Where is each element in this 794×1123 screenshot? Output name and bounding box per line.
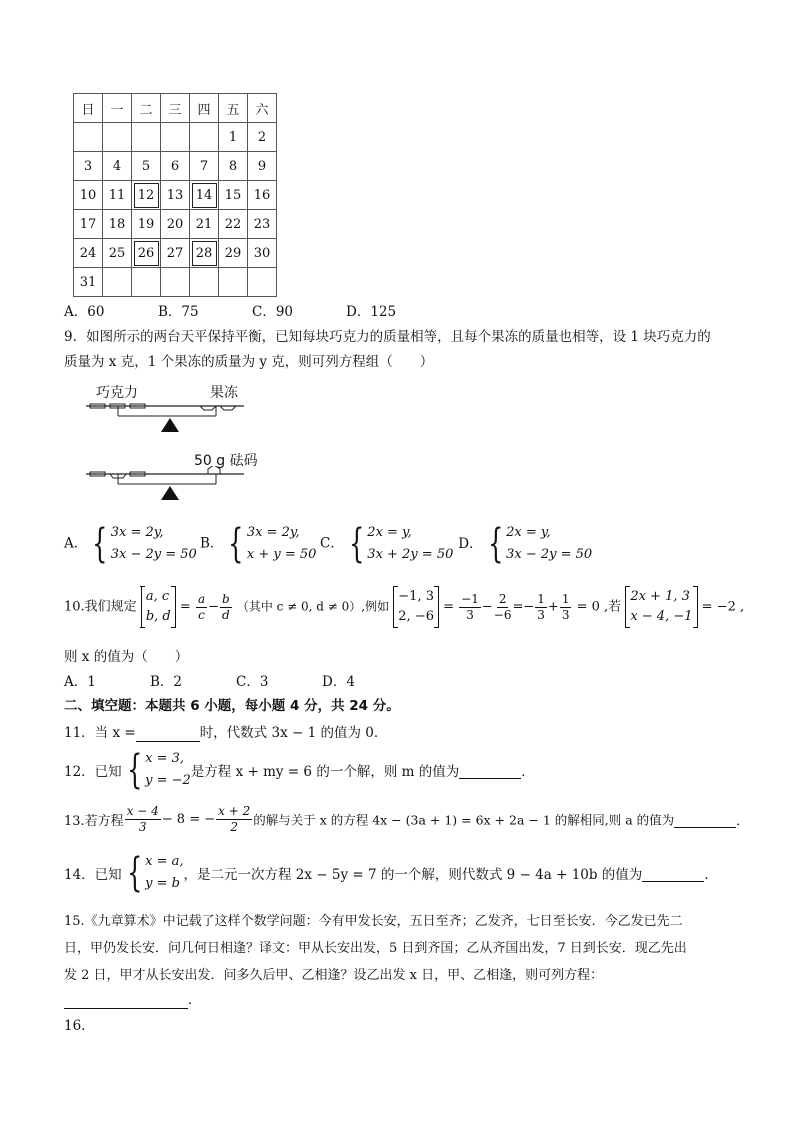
q10-def-matrix-row1: a, c	[145, 589, 170, 604]
q10-example-row2: 2, −6	[398, 609, 434, 624]
q11-pre: 11．当 x =	[64, 725, 136, 741]
balance2-illustration	[80, 466, 260, 506]
calendar-day-cell: 3	[74, 152, 103, 181]
q9-option-c-label: C．	[320, 535, 344, 552]
q12-end: ．	[521, 764, 535, 780]
q11	[64, 721, 387, 742]
q9-option-d-eq2: 3x − 2y = 50	[506, 547, 593, 562]
q10-ex-frac3	[535, 592, 547, 623]
calendar-day-cell: 18	[103, 210, 132, 239]
q9-option-a-eq2: 3x − 2y = 50	[110, 547, 197, 562]
q10-line2: 则 x 的值为（ ）	[64, 649, 189, 665]
q10-ex-frac1-den: 3	[466, 607, 474, 622]
calendar-day-cell: 12	[132, 181, 161, 210]
q9-option-d-eq1: 2x = y,	[506, 525, 551, 540]
q10-ex-frac4-den: 3	[561, 607, 570, 622]
q11-post: 时，代数式 3x − 1 的值为 0．	[199, 725, 388, 741]
calendar-day-cell: 11	[103, 181, 132, 210]
balance2-label-weight: 50 g 砝码	[194, 453, 258, 469]
calendar-day-cell: 7	[190, 152, 219, 181]
calendar-day-cell: 26	[132, 239, 161, 268]
calendar-week-row	[74, 268, 277, 297]
balance1-label-jelly: 果冻	[210, 385, 238, 401]
calendar-day-cell	[190, 268, 219, 297]
q13-pre: 13.若方程	[64, 814, 124, 829]
q9-option-a[interactable]: A． { 3x = 2y, 3x − 2y = 50	[64, 521, 197, 567]
q8-options	[64, 300, 396, 320]
q14-eq1: x = a,	[145, 854, 184, 869]
q12-pre: 12．已知	[64, 764, 122, 780]
q13-frac1-num: x − 4	[126, 804, 159, 818]
calendar-day-cell: 20	[161, 210, 190, 239]
q10-question-row1: 2x + 1, 3	[630, 589, 690, 604]
q10-example-matrix	[393, 586, 439, 628]
balance1-illustration	[80, 398, 260, 438]
q15-line1: 15.《九章算术》中记载了这样个数学问题：今有甲发长安，五日至齐；乙发齐，七日至长安．今乙发已先二	[64, 914, 683, 929]
calendar-day-cell	[74, 123, 103, 152]
q10-frac-c: c	[198, 607, 205, 622]
q15-line3: 发 2 日，甲才从长安出发．问多久后甲、乙相逢？设乙出发 x 日，甲、乙相逢，则可列方程：	[64, 968, 604, 983]
q13-answer-blank[interactable]	[674, 812, 736, 828]
calendar-week-row	[74, 152, 277, 181]
calendar-day-cell: 31	[74, 268, 103, 297]
calendar-week-row	[74, 123, 277, 152]
calendar-day-cell: 6	[161, 152, 190, 181]
calendar-day-cell	[132, 123, 161, 152]
q13-frac2-den: 2	[230, 820, 238, 834]
calendar-day-cell	[103, 123, 132, 152]
calendar-day-cell: 2	[248, 123, 277, 152]
q13-end: ．	[736, 814, 750, 829]
q10-frac-a: a	[197, 591, 206, 606]
calendar-weekday-header: 一	[103, 94, 132, 123]
q10-option-a[interactable]: A．1	[64, 674, 96, 690]
calendar-day-cell: 21	[190, 210, 219, 239]
calendar-weekday-header: 五	[219, 94, 248, 123]
calendar-day-cell	[161, 268, 190, 297]
calendar-day-cell	[103, 268, 132, 297]
q13	[64, 804, 749, 835]
calendar-body	[74, 123, 277, 297]
q10-condition: （其中 c ≠ 0, d ≠ 0）,例如	[236, 599, 390, 614]
q10-option-d[interactable]: D．4	[322, 674, 355, 690]
q9-option-a-eq1: 3x = 2y,	[110, 525, 164, 540]
q10-options	[64, 670, 355, 690]
q14-pre: 14．已知	[64, 867, 122, 883]
q10-def-matrix	[141, 586, 176, 628]
section2-heading: 二、填空题：本题共 6 小题，每小题 4 分，共 24 分。	[64, 698, 400, 714]
calendar-week-row	[74, 181, 277, 210]
q8-option-d[interactable]: D．125	[346, 304, 397, 320]
q8-option-c[interactable]: C．90	[252, 304, 294, 320]
q12-answer-blank[interactable]	[459, 762, 521, 779]
q9-option-c-eq1: 2x = y,	[367, 525, 412, 540]
calendar-day-cell: 23	[248, 210, 277, 239]
calendar-day-cell: 13	[161, 181, 190, 210]
calendar-day-cell	[248, 268, 277, 297]
q10-ex-frac3-num: 1	[537, 591, 545, 606]
q10-ex-frac3-den: 3	[537, 607, 545, 622]
q10-ex-minus: −	[481, 599, 493, 615]
calendar-header-row	[74, 94, 277, 123]
q9-option-b-label: B．	[200, 535, 224, 552]
calendar-day-cell	[219, 268, 248, 297]
calendar-weekday-header: 四	[190, 94, 219, 123]
q11-answer-blank[interactable]	[136, 725, 200, 742]
calendar-table	[73, 93, 277, 297]
calendar-day-cell: 30	[248, 239, 277, 268]
calendar-day-cell: 8	[219, 152, 248, 181]
calendar-weekday-header: 二	[132, 94, 161, 123]
q10-example-equals: =	[443, 599, 455, 615]
q10-ex-frac2-num: 2	[498, 591, 507, 606]
q10-ex-frac2	[494, 592, 512, 623]
calendar-day-cell: 9	[248, 152, 277, 181]
calendar-day-cell: 27	[161, 239, 190, 268]
q10-frac-a-c	[196, 592, 207, 623]
calendar-weekday-header: 日	[74, 94, 103, 123]
q9-text-line2: 质量为 x 克，1 个果冻的质量为 y 克，则可列方程组（ ）	[64, 354, 434, 370]
calendar-day-cell: 28	[190, 239, 219, 268]
q13-frac2	[216, 804, 252, 835]
q10-example-tail: = 0 ,若	[576, 599, 622, 615]
q15-end: ．	[188, 992, 202, 1008]
calendar-day-cell: 4	[103, 152, 132, 181]
q13-post: 的解与关于 x 的方程 4x − (3a + 1) = 6x + 2a − 1 的解相同,则 a 的值为	[253, 812, 675, 828]
calendar-day-cell: 15	[219, 181, 248, 210]
calendar-day-cell: 14	[190, 181, 219, 210]
q9-option-c[interactable]: C． { 2x = y, 3x + 2y = 50	[320, 521, 454, 567]
q10-ex-frac2-den: −6	[493, 607, 512, 622]
q13-frac1-den: 3	[138, 820, 147, 834]
q13-mid: − 8 = −	[161, 812, 216, 827]
q9-option-d[interactable]: D． { 2x = y, 3x − 2y = 50	[458, 521, 593, 567]
q14-post: ，是二元一次方程 2x − 5y = 7 的一个解，则代数式 9 − 4a + 10b 的值为	[183, 867, 643, 883]
calendar-weekday-header: 六	[248, 94, 277, 123]
q10-example-row1: −1, 3	[398, 589, 434, 604]
q10-option-b[interactable]: B．2	[150, 674, 183, 690]
q16-label: 16．	[64, 1018, 95, 1034]
q9-option-a-label: A．	[64, 535, 88, 552]
calendar-day-cell	[161, 123, 190, 152]
q14-end: ．	[704, 867, 718, 883]
balance1-label-chocolate: 巧克力	[96, 385, 138, 401]
q10-frac-b: b	[222, 591, 230, 606]
q9-options	[64, 522, 592, 566]
calendar-week-row	[74, 239, 277, 268]
calendar-day-cell: 10	[74, 181, 103, 210]
calendar-day-cell: 29	[219, 239, 248, 268]
q10-frac-b-d	[220, 592, 232, 623]
q8-option-b[interactable]: B．75	[158, 304, 199, 320]
q10-ex-frac1	[459, 592, 481, 623]
q9-text-line1: 9．如图所示的两台天平保持平衡，已知每块巧克力的质量相等，且每个果冻的质量也相等，设 1 块巧克力的	[64, 329, 711, 345]
q10-ex-frac4	[560, 592, 572, 623]
calendar-day-cell: 16	[248, 181, 277, 210]
q12-post: 是方程 x + my = 6 的一个解，则 m 的值为	[190, 764, 460, 780]
q12: 12．已知 { x = 3, y = −2是方程 x + my = 6 的一个解，则 m 的值为 ．	[64, 747, 535, 793]
q9-option-c-eq2: 3x + 2y = 50	[367, 547, 454, 562]
calendar-day-cell: 25	[103, 239, 132, 268]
q10-ex-frac4-num: 1	[561, 591, 570, 606]
q10-intro: 10.我们规定	[64, 599, 137, 615]
q13-frac1	[125, 804, 161, 835]
q15-line2: 日，甲仍发长安．问几何日相逢？译文：甲从长安出发，5 日到齐国；乙从齐国出发，7 日到长安．现乙先出	[64, 941, 687, 956]
q9-option-b-eq2: x + y = 50	[246, 547, 317, 562]
calendar-day-cell: 5	[132, 152, 161, 181]
q10-option-c[interactable]: C．3	[236, 674, 269, 690]
calendar-day-cell: 19	[132, 210, 161, 239]
q10-minus: −	[208, 599, 219, 615]
calendar-day-cell: 1	[219, 123, 248, 152]
calendar-weekday-header: 三	[161, 94, 190, 123]
q12-eq1: x = 3,	[145, 751, 185, 766]
q15-answer	[64, 988, 202, 1009]
q9-option-d-label: D．	[458, 535, 483, 552]
q10-question-tail: = −2 ,	[701, 599, 745, 615]
q10-frac-d: d	[222, 607, 230, 622]
calendar-day-cell: 22	[219, 210, 248, 239]
q14-eq2: y = b	[145, 876, 180, 891]
q10-line1: 10.我们规定 a, c b, d = $\frac{a}{c}$ − $\frac{b}{d}$ （其中 c ≠ 0, d ≠ 0）,例如 −1, 3 2, −6 = $\frac{-1}{3}$ − $\frac{2}{-6}$ =− $\frac{1}{3}$ + $\frac{1}{3}$ = 0 ,若 2x + 1, 3 x − 4, −1 = −2 ,	[64, 586, 744, 628]
q10-def-matrix-row2: b, d	[145, 609, 171, 624]
q14: 14．已知 { x = a, y = b，是二元一次方程 2x − 5y = 7 的一个解，则代数式 9 − 4a + 10b 的值为 ．	[64, 850, 718, 896]
q9-option-b-eq1: 3x = 2y,	[246, 525, 300, 540]
calendar-day-cell	[132, 268, 161, 297]
q8-option-a[interactable]: A．60	[64, 304, 105, 320]
calendar-day-cell	[190, 123, 219, 152]
q13-frac2-num: x + 2	[218, 804, 251, 818]
calendar-day-cell: 24	[74, 239, 103, 268]
q10-ex-frac1-num: −1	[461, 591, 479, 606]
q12-eq2: y = −2	[145, 773, 191, 788]
q15-answer-blank[interactable]	[64, 992, 188, 1009]
q10-question-matrix	[625, 586, 697, 628]
q9-option-b[interactable]: B． { 3x = 2y, x + y = 50	[200, 521, 317, 567]
q10-question-row2: x − 4, −1	[630, 609, 693, 624]
q14-answer-blank[interactable]	[642, 865, 704, 882]
calendar-week-row	[74, 210, 277, 239]
q10-equals: =	[179, 599, 191, 615]
calendar-day-cell: 17	[74, 210, 103, 239]
